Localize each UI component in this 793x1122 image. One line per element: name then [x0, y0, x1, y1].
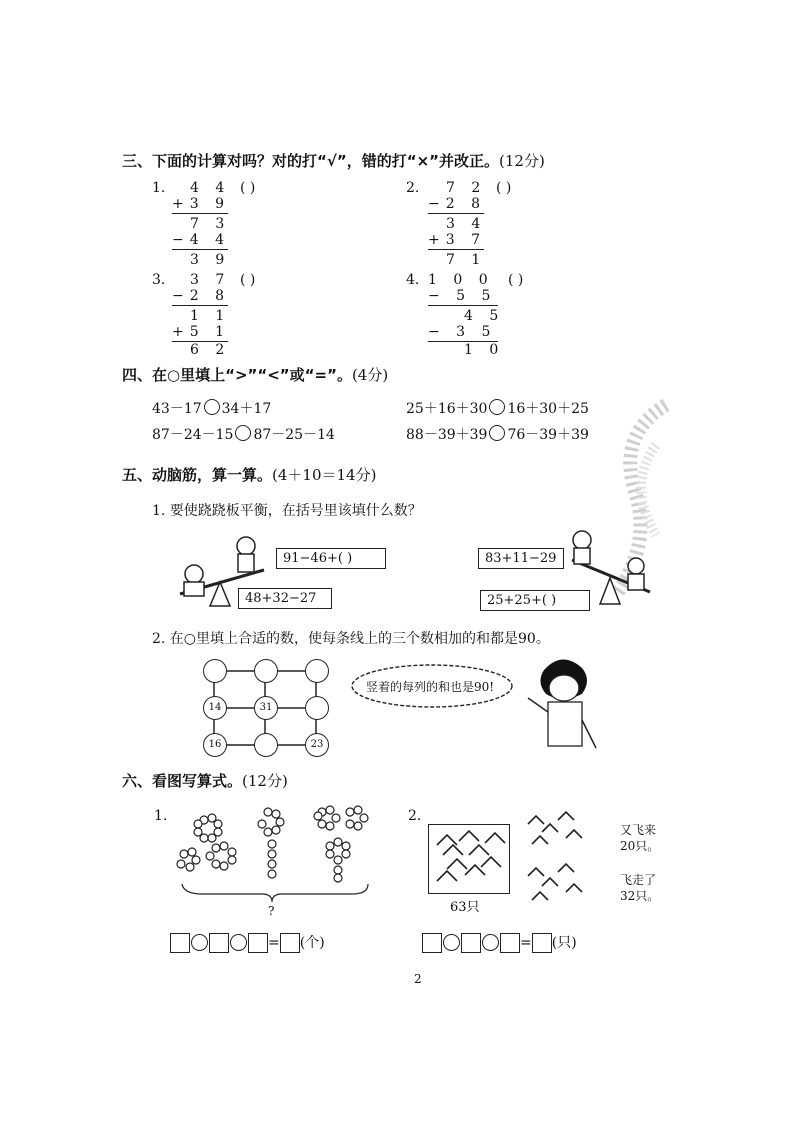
answer-paren[interactable]: ( ) [508, 272, 524, 288]
calc-row: +3 9 [172, 196, 230, 212]
equation-blank-2[interactable] [422, 932, 577, 953]
problem-number: 3. [152, 272, 166, 288]
seesaw-box-91[interactable]: 91−46+( ) [276, 548, 386, 569]
answer-square[interactable] [500, 933, 520, 953]
bead-rings-illustration [172, 802, 392, 902]
grid-circle[interactable] [254, 733, 278, 757]
calc-line [428, 305, 498, 306]
grid-circle[interactable] [203, 659, 227, 683]
answer-square[interactable] [170, 933, 190, 953]
operator-circle[interactable] [443, 934, 460, 951]
unit-label: (只) [551, 935, 577, 951]
section-3-title-text: 三、下面的计算对吗？对的打“√”，错的打“×”并改正。 [122, 152, 500, 170]
section-4-title-text: 四、在○里填上“>”“<”或“=”。 [122, 366, 352, 384]
calc-line [172, 249, 228, 250]
compare-left: 25＋16＋30 [406, 401, 488, 417]
calc-row: 1 0 [464, 342, 505, 358]
section-4-title [122, 364, 388, 385]
boy-illustration [522, 650, 602, 756]
section-5-title [122, 464, 376, 485]
compare-right: 34＋17 [221, 401, 272, 417]
answer-paren[interactable]: ( ) [240, 272, 256, 288]
section-6-points: (12分) [242, 772, 288, 790]
compare-left: 43－17 [152, 401, 202, 417]
birds-arrived-note: 又飞来20只。 [620, 823, 660, 853]
problem-number: 1. [152, 180, 166, 196]
answer-square[interactable] [422, 933, 442, 953]
calc-row: 3 7 [190, 272, 231, 288]
question-mark: ? [268, 904, 275, 918]
calc-row: +5 1 [172, 324, 230, 340]
grid-circle: 23 [305, 733, 329, 757]
calc-row: 1 1 [190, 308, 231, 324]
grid-circle: 16 [203, 733, 227, 757]
grid-circle: 14 [203, 696, 227, 720]
compare-right: 76－39＋39 [507, 427, 589, 443]
compare-left: 87－24－15 [152, 427, 234, 443]
calc-row: 1 0 0 [428, 272, 494, 288]
seesaw-box-83: 83+11−29 [478, 548, 564, 569]
calc-row: −2 8 [172, 288, 230, 304]
calc-row: 7 3 [190, 216, 231, 232]
grid-circle: 31 [254, 696, 278, 720]
calc-row: 6 2 [190, 342, 231, 358]
grid-circle[interactable] [305, 696, 329, 720]
answer-square[interactable] [461, 933, 481, 953]
unit-label: (个) [299, 935, 325, 951]
operator-circle[interactable] [191, 934, 208, 951]
section-6-title [122, 770, 288, 791]
compare-item [406, 424, 589, 444]
answer-paren[interactable]: ( ) [240, 180, 256, 196]
problem-number: 2. [406, 180, 420, 196]
birds-left-note: 飞走了32只。 [620, 873, 660, 903]
calc-row: −4 4 [172, 232, 230, 248]
answer-square[interactable] [209, 933, 229, 953]
calc-row: 4 4 [190, 180, 231, 196]
birds-total-label: 63只 [450, 900, 480, 915]
compare-item [152, 398, 271, 418]
section-5-points: (4＋10＝14分) [272, 466, 377, 484]
seesaw-box-25[interactable]: 25+25+( ) [480, 590, 590, 611]
compare-item [406, 398, 589, 418]
calc-row: 7 1 [446, 252, 487, 268]
compare-circle[interactable] [204, 399, 220, 415]
bird-flock-icon [429, 825, 509, 893]
calc-row: 3 4 [446, 216, 487, 232]
birds-flying-icon [522, 810, 588, 910]
section-6-title-text: 六、看图写算式。 [122, 772, 243, 790]
question-6-1-number: 1. [154, 808, 168, 824]
question-5-1: 1. 要使跷跷板平衡，在括号里该填什么数？ [152, 503, 422, 519]
compare-right: 16＋30＋25 [507, 401, 589, 417]
equals-sign: = [520, 935, 532, 951]
compare-right: 87－25－14 [253, 427, 335, 443]
calc-row: −2 8 [428, 196, 486, 212]
calc-line [428, 249, 484, 250]
calc-line [172, 213, 228, 214]
answer-paren[interactable]: ( ) [496, 180, 512, 196]
section-5-title-text: 五、动脑筋，算一算。 [122, 466, 273, 484]
page-number: 2 [414, 972, 422, 986]
answer-square[interactable] [280, 933, 300, 953]
grid-circle[interactable] [305, 659, 329, 683]
section-4-points: (4分) [351, 366, 389, 384]
calc-row: 4 5 [464, 308, 505, 324]
section-3-points: (12分) [499, 152, 545, 170]
calc-row: − 5 5 [428, 288, 497, 304]
section-3-title [122, 150, 545, 171]
speech-bubble-text: 竖着的每列的和也是90! [366, 680, 495, 694]
calc-row: 7 2 [446, 180, 487, 196]
calc-row: 3 9 [190, 252, 231, 268]
answer-square[interactable] [532, 933, 552, 953]
compare-item [152, 424, 335, 444]
equals-sign: = [268, 935, 280, 951]
seesaw-child-illustration [566, 530, 656, 610]
operator-circle[interactable] [230, 934, 247, 951]
operator-circle[interactable] [482, 934, 499, 951]
compare-left: 88－39＋39 [406, 427, 488, 443]
grid-circle[interactable] [254, 659, 278, 683]
calc-row: +3 7 [428, 232, 486, 248]
question-6-2-number: 2. [408, 808, 422, 824]
birds-box [428, 824, 510, 894]
question-5-2: 2. 在○里填上合适的数，使每条线上的三个数相加的和都是90。 [152, 631, 550, 647]
compare-circle[interactable] [235, 425, 251, 441]
problem-number: 4. [406, 272, 420, 288]
compare-circle[interactable] [489, 425, 505, 441]
calc-line [172, 305, 228, 306]
seesaw-box-48: 48+32−27 [238, 588, 332, 609]
calc-row: − 3 5 [428, 324, 497, 340]
answer-square[interactable] [248, 933, 268, 953]
compare-circle[interactable] [489, 399, 505, 415]
equation-blank-1[interactable] [170, 932, 325, 953]
calc-line [428, 213, 484, 214]
